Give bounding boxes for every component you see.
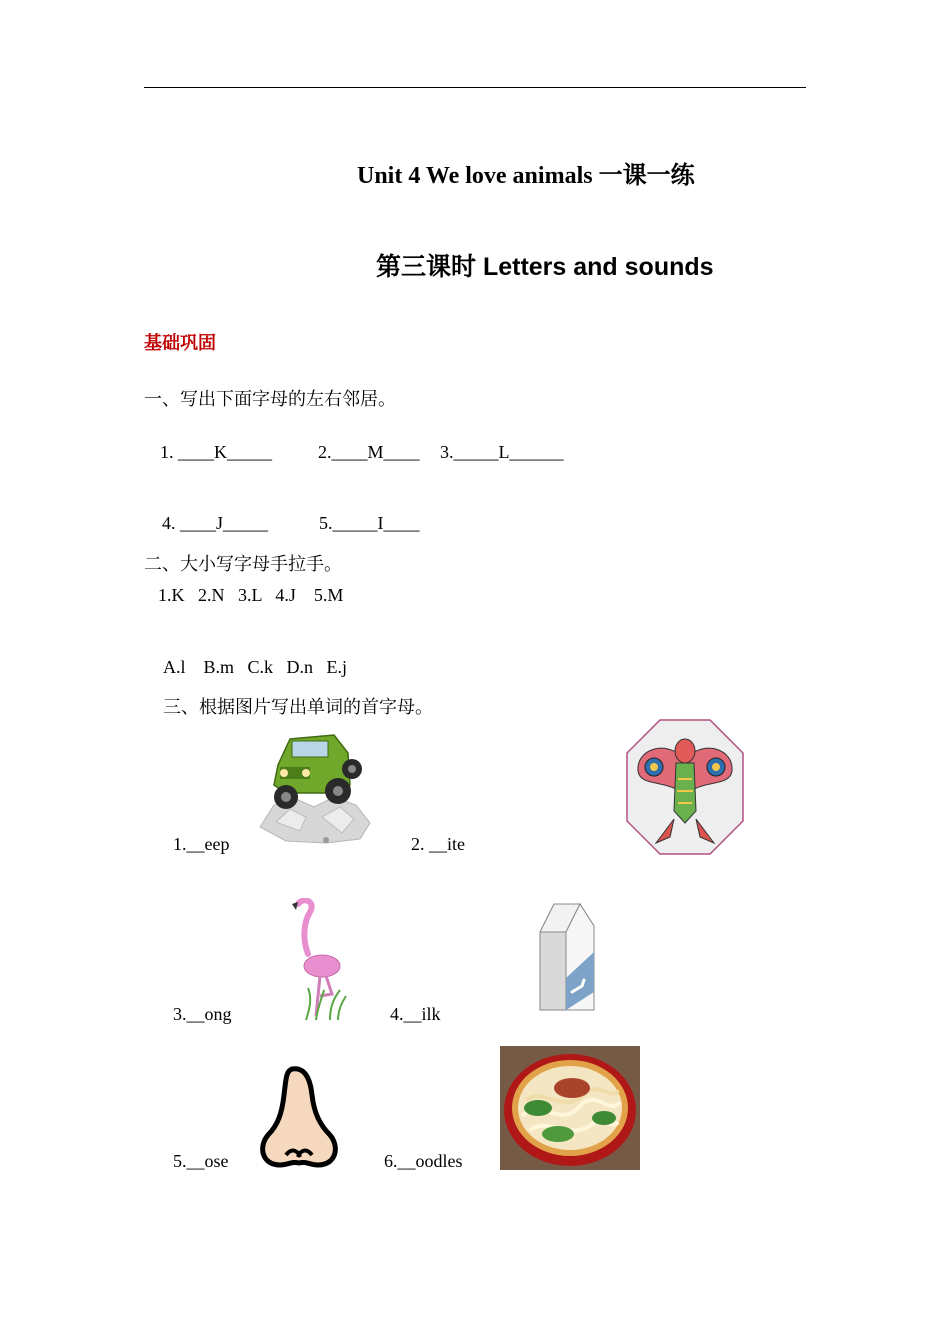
part1-item-2: 2.____M____	[318, 442, 420, 462]
part1-instruction: 一、写出下面字母的左右邻居。	[144, 389, 396, 409]
kite-image	[626, 719, 744, 855]
nose-image	[258, 1065, 340, 1171]
part2-instruction: 二、大小写字母手拉手。	[144, 554, 342, 574]
part1-item-4: 4. ____J_____	[162, 513, 269, 533]
part3-item-5: 5.__ose	[173, 1151, 229, 1171]
flamingo-image	[286, 898, 348, 1022]
noodles-image	[500, 1046, 640, 1170]
lesson-subtitle: 第三课时 Letters and sounds	[376, 253, 714, 281]
milk-carton-image	[536, 902, 598, 1012]
part3-item-2: 2. __ite	[411, 834, 465, 854]
header-rule	[144, 87, 806, 88]
part3-item-6: 6.__oodles	[384, 1151, 463, 1171]
part2-lowercase-row: A.l B.m C.k D.n E.j	[163, 657, 348, 677]
part3-item-4: 4.__ilk	[390, 1004, 441, 1024]
part1-item-3: 3._____L______	[440, 442, 564, 462]
part1-item-1: 1. ____K_____	[160, 442, 272, 462]
jeep-image	[256, 727, 374, 849]
part2-uppercase-row: 1.K 2.N 3.L 4.J 5.M	[158, 585, 344, 605]
part3-item-3: 3.__ong	[173, 1004, 232, 1024]
part3-item-1: 1.__eep	[173, 834, 230, 854]
worksheet-title: Unit 4 We love animals 一课一练	[357, 163, 695, 189]
part1-item-5: 5._____I____	[319, 513, 420, 533]
section-label: 基础巩固	[144, 333, 216, 353]
part3-instruction: 三、根据图片写出单词的首字母。	[163, 697, 433, 717]
